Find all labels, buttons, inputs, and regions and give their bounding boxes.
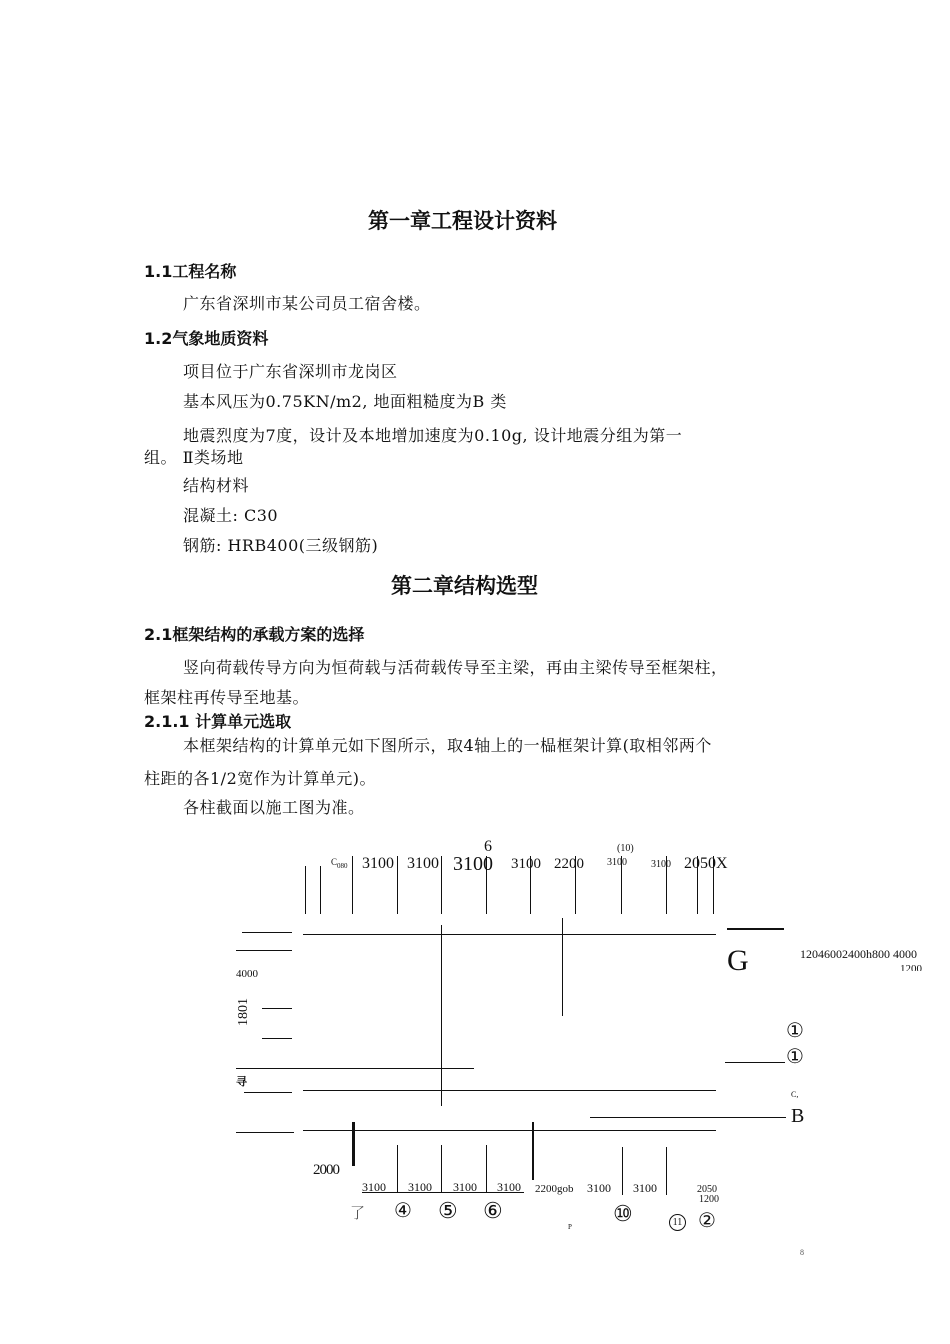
column-line-inner bbox=[562, 918, 563, 1016]
left-dim-2000: 2000 bbox=[313, 1162, 339, 1178]
top-dim: 3100 bbox=[511, 856, 541, 872]
bottom-tick bbox=[666, 1147, 667, 1195]
top-dim: 3100 bbox=[651, 859, 671, 870]
seismic-text-line1: 地震烈度为7度，设计及本地增加速度为0.10g, 设计地震分组为第一 bbox=[183, 426, 683, 445]
left-tick-line bbox=[242, 932, 292, 933]
axis-g-bar bbox=[727, 928, 784, 930]
axis-b-line bbox=[590, 1117, 786, 1118]
chapter1-title: 第一章工程设计资料 bbox=[368, 209, 557, 233]
axis-b-label: B bbox=[791, 1105, 805, 1127]
bottom-axis-2: ② bbox=[698, 1210, 716, 1230]
column-section-text: 各柱截面以施工图为准。 bbox=[183, 798, 365, 817]
left-tick-line bbox=[236, 1132, 294, 1133]
bottom-dim: 3100 bbox=[633, 1181, 657, 1195]
circle-axis-1: ① bbox=[786, 1046, 804, 1068]
wind-pressure-text: 基本风压为0.75KN/m2, 地面粗糙度为B 类 bbox=[183, 392, 507, 411]
bottom-axis-11: 11 bbox=[669, 1214, 686, 1231]
left-tick-line bbox=[244, 1092, 292, 1093]
chapter2-title: 第二章结构选型 bbox=[391, 574, 538, 598]
right-axis-line bbox=[725, 1062, 785, 1063]
label-c: C, bbox=[791, 1090, 799, 1099]
concrete-text: 混凝土: C30 bbox=[183, 506, 279, 525]
section-2-1-heading: 2.1框架结构的承载方案的选择 bbox=[144, 625, 365, 644]
top-x-label: X bbox=[716, 855, 728, 872]
top-dim: 3100 bbox=[407, 855, 439, 872]
top-tick bbox=[320, 866, 321, 914]
top-axis-6: 6 bbox=[484, 838, 492, 855]
top-tick bbox=[397, 856, 398, 914]
left-tick-line bbox=[236, 950, 292, 951]
load-path-line1: 竖向荷载传导方向为恒荷载与活荷载传导至主梁，再由主梁传导至框架柱， bbox=[183, 658, 728, 677]
axis-g-label: G bbox=[727, 944, 749, 977]
bottom-dim: 2050 bbox=[697, 1184, 717, 1195]
bottom-axis-4: ④ bbox=[394, 1200, 412, 1222]
materials-text: 结构材料 bbox=[183, 476, 250, 495]
bottom-axis-7: 了 bbox=[350, 1206, 366, 1222]
bottom-dim-1200: 1200 bbox=[699, 1194, 719, 1205]
left-tick-line bbox=[262, 1038, 292, 1039]
location-text: 项目位于广东省深圳市龙岗区 bbox=[183, 362, 398, 381]
page-number: 8 bbox=[800, 1248, 804, 1257]
bottom-axis-10: ⑩ bbox=[613, 1201, 633, 1226]
grid-line-lower bbox=[303, 1090, 716, 1091]
bottom-dim: 3100 bbox=[362, 1180, 386, 1194]
circle-axis-1: ① bbox=[786, 1020, 804, 1042]
bottom-axis-6: ⑥ bbox=[483, 1198, 503, 1223]
calc-unit-line1: 本框架结构的计算单元如下图所示，取4轴上的一榀框架计算(取相邻两个 bbox=[183, 736, 712, 755]
bottom-dim: 3100 bbox=[453, 1180, 477, 1194]
section-1-1-heading: 1.1工程名称 bbox=[144, 262, 237, 281]
top-c-label: $C_{080}$ bbox=[331, 857, 348, 870]
grid-line-bottom bbox=[303, 1130, 716, 1131]
left-dim-1801: 1801 bbox=[236, 998, 251, 1026]
bottom-axis-5: ⑤ bbox=[438, 1198, 458, 1223]
top-dim: 2200 bbox=[554, 856, 584, 872]
top-axis-10: (10) bbox=[617, 843, 634, 854]
bottom-dim: 2200gob bbox=[535, 1183, 574, 1195]
left-dim-4000: 4000 bbox=[236, 968, 258, 980]
load-path-line2: 框架柱再传导至地基。 bbox=[144, 688, 310, 707]
bottom-dim: 3100 bbox=[408, 1180, 432, 1194]
bottom-tick-bold bbox=[532, 1122, 534, 1180]
bottom-dim: 3100 bbox=[497, 1180, 521, 1194]
bottom-dim: 3100 bbox=[587, 1181, 611, 1195]
top-tick bbox=[352, 856, 353, 914]
top-tick bbox=[441, 856, 442, 914]
bottom-p-mark: P bbox=[568, 1223, 572, 1231]
calc-unit-line2: 柱距的各1/2宽作为计算单元)。 bbox=[144, 769, 376, 788]
bottom-tick-bold bbox=[352, 1122, 355, 1166]
bottom-tick bbox=[622, 1147, 623, 1195]
left-mark: 寻 bbox=[236, 1076, 247, 1088]
top-dim: 3100 bbox=[607, 857, 627, 868]
top-dim: 3100 bbox=[362, 855, 394, 872]
bottom-tick bbox=[486, 1145, 487, 1193]
grid-line-top bbox=[303, 934, 716, 935]
top-dim: 2050 bbox=[684, 855, 716, 872]
seismic-text-line2: 组。 Ⅱ类场地 bbox=[144, 448, 244, 467]
top-dim: 3100 bbox=[453, 853, 493, 875]
grid-line-mid bbox=[236, 1068, 474, 1069]
section-1-2-heading: 1.2气象地质资料 bbox=[144, 329, 269, 348]
steel-text: 钢筋: HRB400(三级钢筋) bbox=[183, 536, 379, 555]
right-dims-label: 12046002400h800 4000 bbox=[800, 947, 917, 961]
section-2-1-1-heading: 2.1.1 计算单元选取 bbox=[144, 712, 292, 731]
bottom-tick bbox=[441, 1145, 442, 1193]
bottom-tick bbox=[397, 1145, 398, 1193]
top-tick bbox=[305, 866, 306, 914]
left-tick-line bbox=[262, 1008, 292, 1009]
column-line-4 bbox=[441, 925, 442, 1106]
right-dims-label-2: 1200 bbox=[900, 963, 922, 971]
project-name-text: 广东省深圳市某公司员工宿舍楼。 bbox=[183, 294, 431, 313]
